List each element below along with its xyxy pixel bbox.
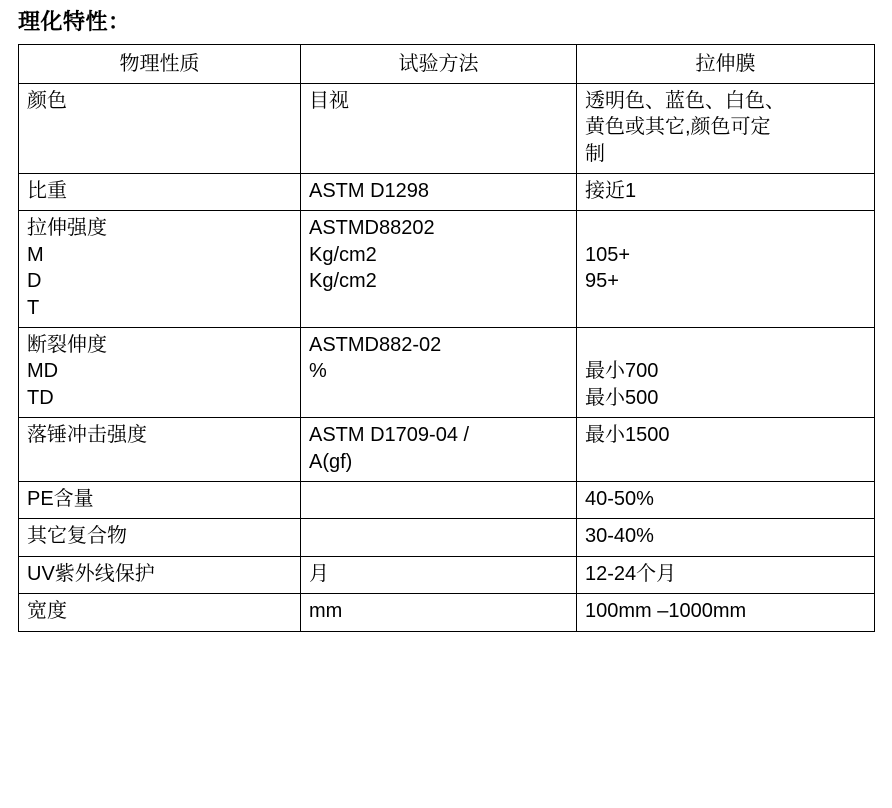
cell-line: 宽度	[27, 600, 67, 623]
cell-line: 月	[309, 562, 329, 585]
cell-line	[585, 295, 866, 321]
cell-stretch-film	[577, 174, 875, 211]
cell-line: 95+	[585, 270, 619, 293]
cell-stretch-film	[577, 556, 875, 593]
cell-line: 颜色	[27, 89, 67, 112]
cell-line: 目视	[309, 89, 349, 112]
cell-property	[19, 594, 301, 631]
cell-property	[19, 328, 301, 418]
cell-line: 30-40%	[585, 525, 654, 548]
cell-line	[309, 295, 568, 321]
cell-line: ASTMD88202	[309, 217, 435, 240]
table-row	[19, 83, 875, 173]
cell-line	[585, 215, 866, 241]
cell-line: 100mm –1000mm	[585, 600, 747, 623]
cell-line: 最小500	[585, 386, 659, 409]
cell-line: ASTM D1709-04 /	[309, 424, 470, 447]
physical-properties-table	[18, 44, 875, 632]
cell-line: A(gf)	[309, 450, 353, 473]
cell-line: 40-50%	[585, 487, 654, 510]
cell-property	[19, 418, 301, 482]
cell-line: 透明色、蓝色、白色、	[585, 89, 785, 112]
cell-line: 最小700	[585, 360, 659, 383]
cell-test-method	[301, 328, 577, 418]
cell-line: 制	[585, 142, 605, 165]
cell-line: 12-24个月	[585, 562, 677, 585]
cell-line: 其它复合物	[27, 525, 127, 548]
table-header	[19, 44, 875, 83]
cell-line: MD	[27, 360, 59, 383]
cell-line	[309, 523, 568, 549]
cell-test-method	[301, 556, 577, 593]
cell-test-method	[301, 594, 577, 631]
cell-line: UV紫外线保护	[27, 562, 155, 585]
cell-property	[19, 556, 301, 593]
cell-test-method	[301, 211, 577, 328]
table-row	[19, 481, 875, 518]
cell-line: M	[27, 243, 44, 266]
cell-stretch-film	[577, 594, 875, 631]
cell-line: 105+	[585, 243, 631, 266]
column-header-property: 物理性质	[19, 44, 301, 83]
table-row	[19, 174, 875, 211]
cell-test-method	[301, 519, 577, 556]
table-body	[19, 83, 875, 631]
cell-line: mm	[309, 600, 343, 623]
cell-property	[19, 519, 301, 556]
table-row	[19, 328, 875, 418]
cell-line: 接近1	[585, 180, 637, 203]
cell-line: 拉伸强度	[27, 217, 107, 240]
cell-stretch-film	[577, 418, 875, 482]
cell-line	[585, 332, 866, 358]
cell-line: 落锤冲击强度	[27, 424, 147, 447]
cell-line: 断裂伸度	[27, 334, 107, 357]
cell-stretch-film	[577, 481, 875, 518]
cell-line: PE含量	[27, 487, 94, 510]
cell-line: T	[27, 296, 40, 319]
cell-line: 最小1500	[585, 424, 670, 447]
column-header-test-method: 试验方法	[301, 44, 577, 83]
cell-test-method	[301, 418, 577, 482]
cell-line	[309, 486, 568, 512]
page-title: 理化特性：	[18, 9, 131, 34]
table-row	[19, 519, 875, 556]
cell-line: Kg/cm2	[309, 270, 377, 293]
cell-line: ASTMD882-02	[309, 334, 442, 357]
table-row	[19, 418, 875, 482]
cell-line: ASTM D1298	[309, 180, 430, 203]
cell-line: 比重	[27, 180, 67, 203]
cell-line	[309, 385, 568, 411]
table-header-row	[19, 44, 875, 83]
cell-stretch-film	[577, 83, 875, 173]
cell-line: %	[309, 360, 327, 383]
table-row	[19, 594, 875, 631]
cell-stretch-film	[577, 519, 875, 556]
cell-stretch-film	[577, 328, 875, 418]
cell-line: D	[27, 270, 42, 293]
table-row	[19, 556, 875, 593]
cell-line: TD	[27, 386, 54, 409]
cell-test-method	[301, 481, 577, 518]
cell-property	[19, 481, 301, 518]
table-row	[19, 211, 875, 328]
cell-property	[19, 174, 301, 211]
cell-test-method	[301, 83, 577, 173]
cell-property	[19, 83, 301, 173]
column-header-stretch-film: 拉伸膜	[577, 44, 875, 83]
cell-stretch-film	[577, 211, 875, 328]
cell-line: 黄色或其它,颜色可定	[585, 116, 771, 139]
cell-property	[19, 211, 301, 328]
cell-test-method	[301, 174, 577, 211]
cell-line: Kg/cm2	[309, 243, 377, 266]
